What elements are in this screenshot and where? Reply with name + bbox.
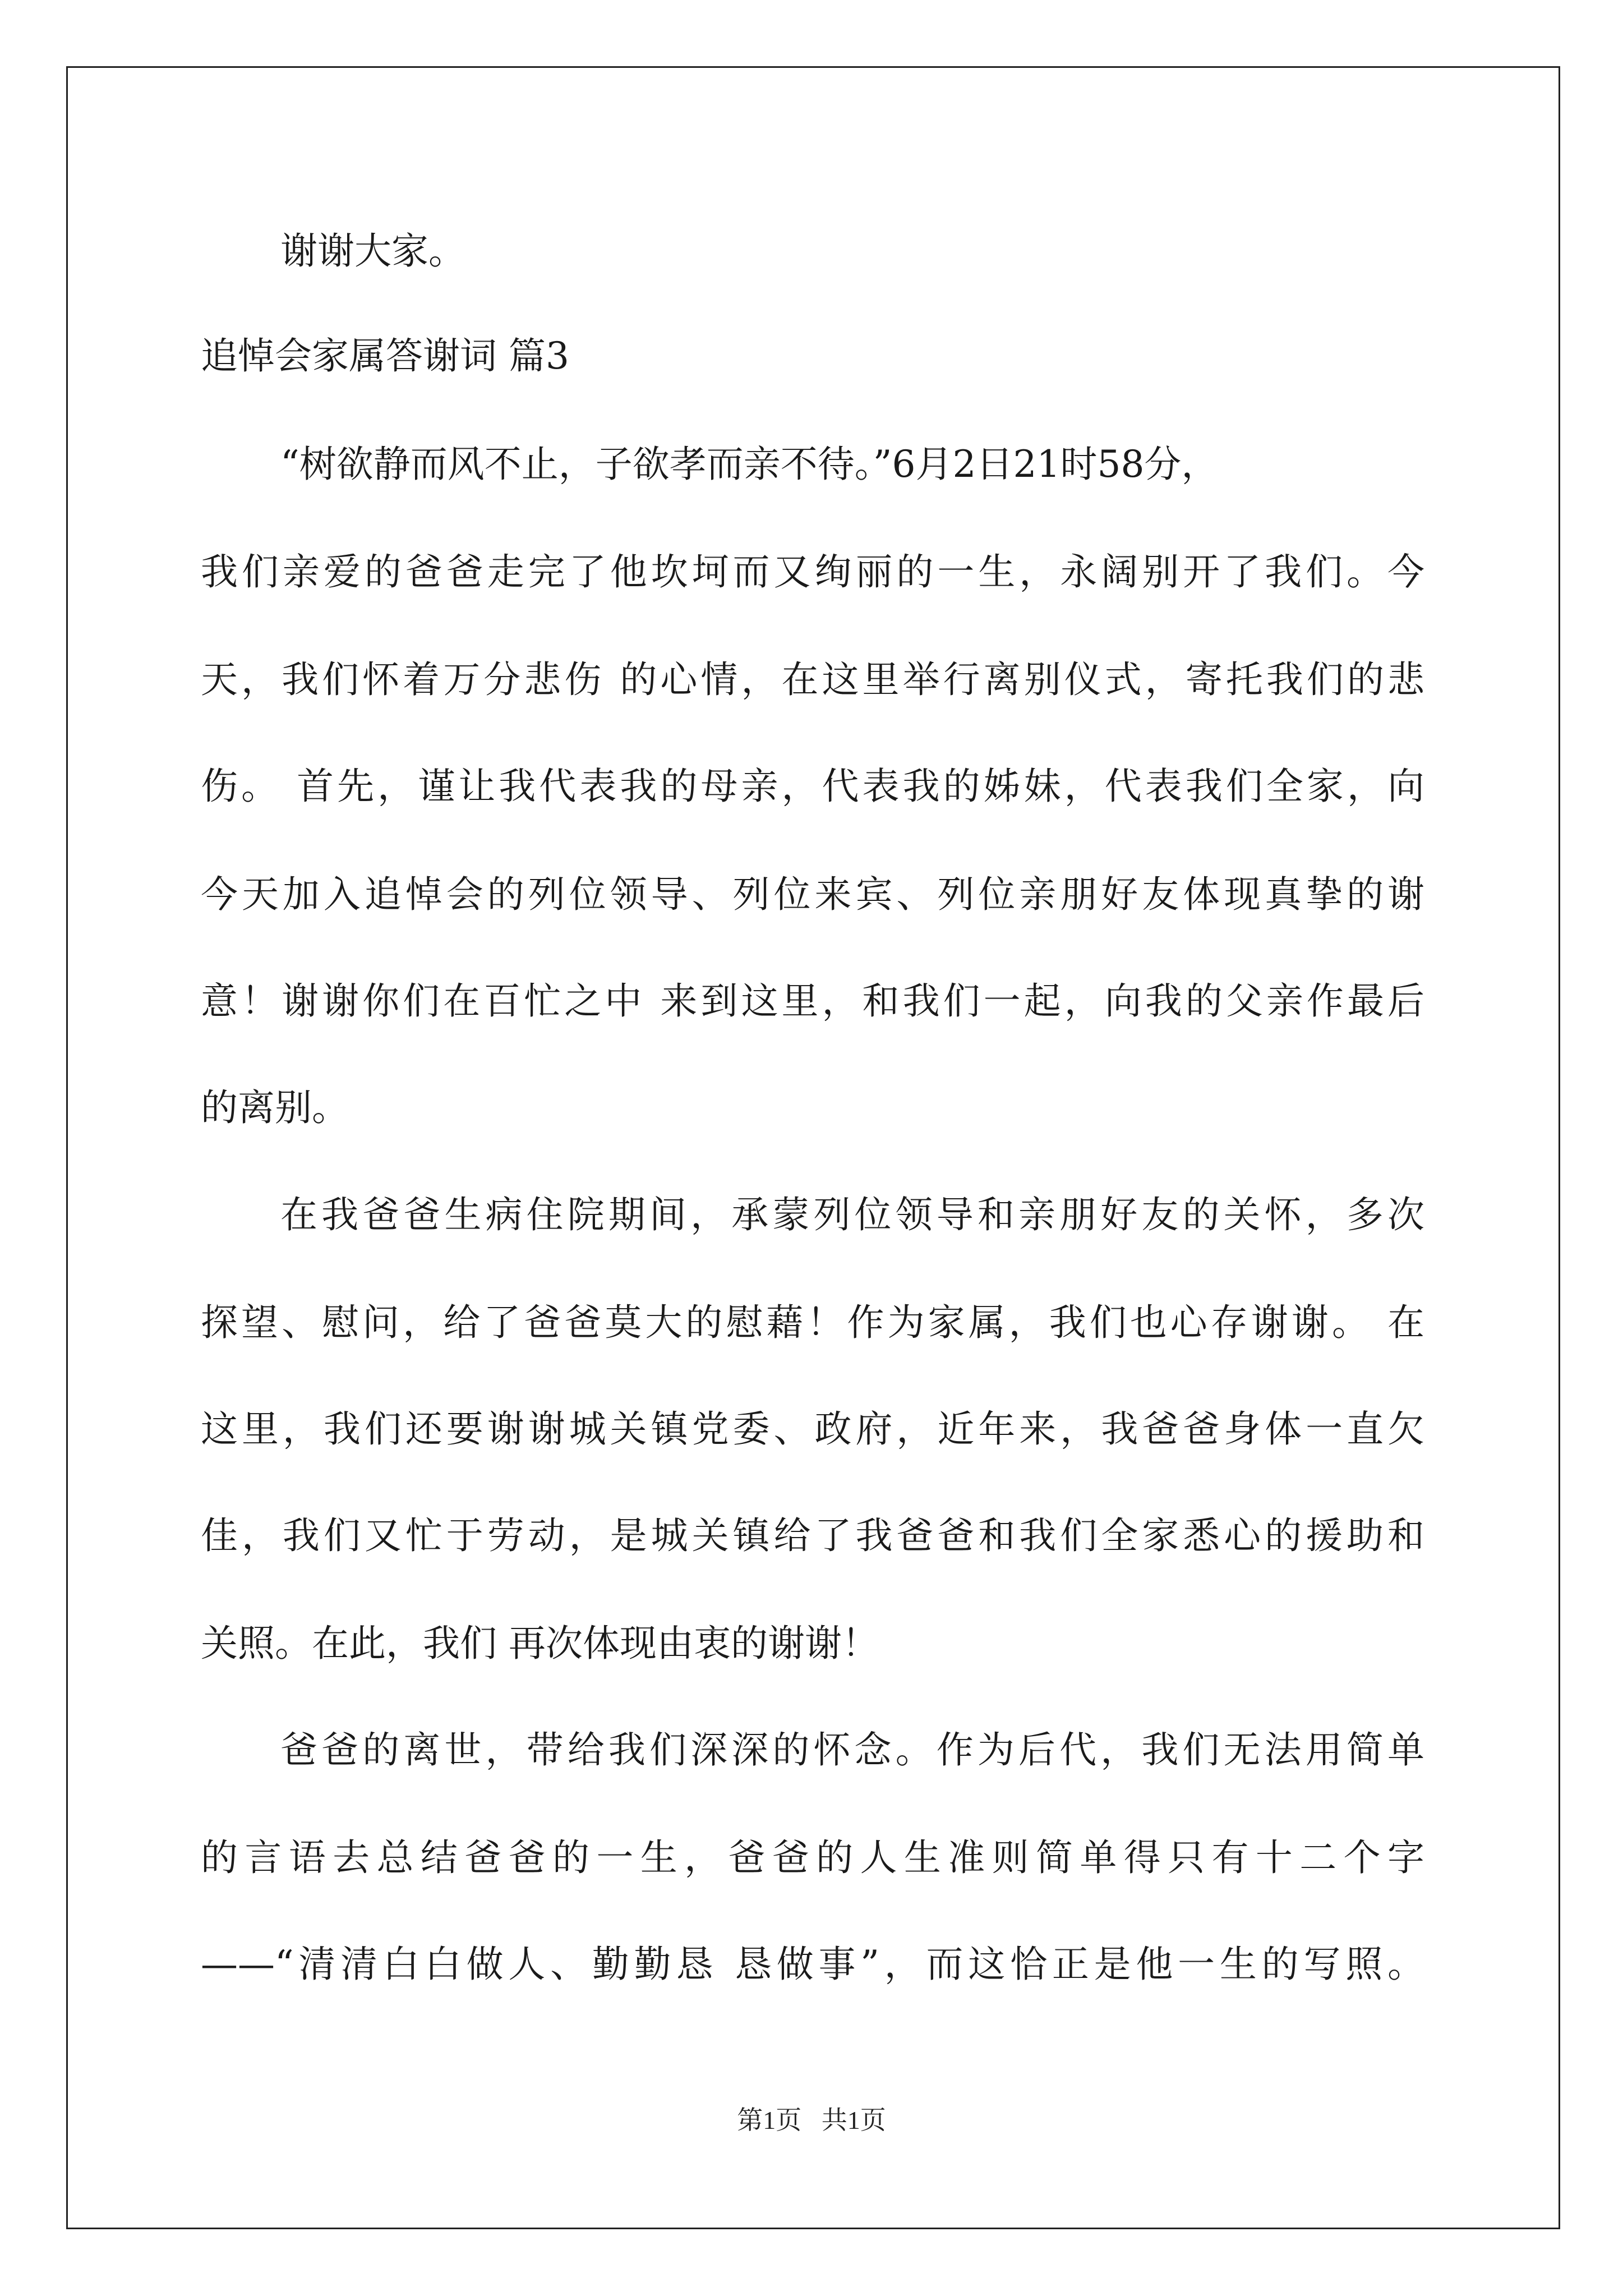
paragraph-line: 佳，我们又忙于劳动，是城关镇给了我爸爸和我们全家悉心的援助和 [201, 1514, 1424, 1557]
page-total: 共1页 [821, 2106, 886, 2134]
paragraph-line: 关照。在此，我们 再次体现由衷的谢谢！ [201, 1622, 879, 1665]
page-number: 第1页 [737, 2106, 802, 2134]
section-heading: 追悼会家属答谢词 篇3 [201, 334, 569, 378]
paragraph-line: “树欲静而风不止，子欲孝而亲不待。”6月2日21时58分， [280, 443, 1219, 486]
paragraph-line: 伤。 首先，谨让我代表我的母亲，代表我的姊妹，代表我们全家，向 [201, 765, 1424, 808]
paragraph-line: 的离别。 [201, 1086, 349, 1129]
paragraph-line: 意！谢谢你们在百忙之中 来到这里，和我们一起，向我的父亲作最后 [201, 979, 1424, 1023]
paragraph-line: 爸爸的离世，带给我们深深的怀念。作为后代，我们无法用简单 [280, 1728, 1424, 1772]
paragraph-line: 探望、慰问，给了爸爸莫大的慰藉！作为家属，我们也心存谢谢。 在 [201, 1301, 1424, 1344]
paragraph-line: 这里，我们还要谢谢城关镇党委、政府，近年来，我爸爸身体一直欠 [201, 1407, 1424, 1451]
page-border [66, 66, 1560, 2229]
paragraph-line: 谢谢大家。 [280, 229, 465, 273]
page-footer [0, 2105, 1623, 2136]
paragraph-line: 我们亲爱的爸爸走完了他坎坷而又绚丽的一生，永阔别开了我们。今 [201, 550, 1424, 593]
paragraph-line: 天，我们怀着万分悲伤 的心情，在这里举行离别仪式，寄托我们的悲 [201, 658, 1424, 701]
paragraph-line: 在我爸爸生病住院期间，承蒙列位领导和亲朋好友的关怀，多次 [280, 1193, 1424, 1236]
paragraph-line: 今天加入追悼会的列位领导、列位来宾、列位亲朋好友体现真挚的谢 [201, 873, 1424, 916]
paragraph-line: 的言语去总结爸爸的一生，爸爸的人生准则简单得只有十二个字 [201, 1836, 1424, 1879]
paragraph-line: ——“清清白白做人、勤勤恳 恳做事”，而这恰正是他一生的写照。 [201, 1943, 1424, 1986]
